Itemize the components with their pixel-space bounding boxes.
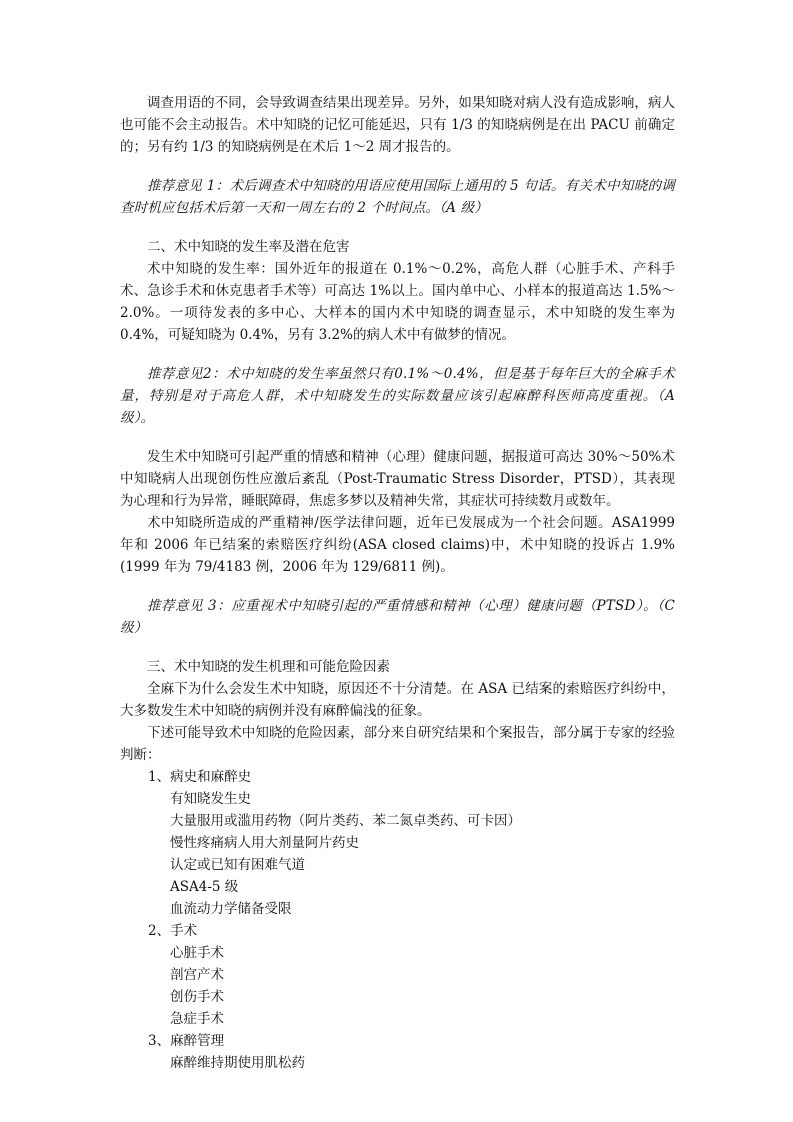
list-item: 慢性疼痛病人用大剂量阿片药史 [170,835,359,851]
list-item: 心脏手术 [170,945,224,961]
risk-group-surgery-title: 2、手术 [148,923,198,939]
recommendation-2: 推荐意见2：术中知晓的发生率虽然只有0.1%～0.4%，但是基于每年巨大的全麻手术量，特别是对于高危人群，术中知晓发生的实际数量应该引起麻醉科医师高度重视。（A 级）。 [120,366,675,426]
paragraph-survey-wording: 调查用语的不同，会导致调查结果出现差异。另外，如果知晓对病人没有造成影响，病人也可能不会主动报告。术中知晓的记忆可能延迟，只有 1/3 的知晓病例是在出 PACU 前确定的；另有约 1/3 的知晓病例是在术后 1～2 周才报告的。 [120,95,675,155]
list-item: ASA4-5 级 [170,879,239,895]
list-item: 认定或已知有困难气道 [170,857,305,873]
list-item: 麻醉维持期使用肌松药 [170,1055,305,1071]
list-item: 大量服用或滥用药物（阿片类药、苯二氮卓类药、可卡因） [170,813,521,829]
paragraph-risk-intro: 下述可能导致术中知晓的危险因素，部分来自研究结果和个案报告，部分属于专家的经验判断： [120,725,675,763]
paragraph-incidence: 术中知晓的发生率：国外近年的报道在 0.1%～0.2%，高危人群（心脏手术、产科手术、急诊手术和休克患者手术等）可高达 1%以上。国内单中心、小样本的报道高达 1.5%～2.0%。一项待发表的多中心、大样本的国内术中知晓的调查显示，术中知晓的发生率为 0.4%，可疑知晓为 0.4%，另有 3.2%的病人术中有做梦的情况。 [120,261,675,343]
list-item: 有知晓发生史 [170,791,251,807]
paragraph-mechanism: 全麻下为什么会发生术中知晓，原因还不十分清楚。在 ASA 已结案的索赔医疗纠纷中，大多数发生术中知晓的病例并没有麻醉偏浅的征象。 [120,681,675,719]
paragraph-legal: 术中知晓所造成的严重精神/医学法律问题，近年已发展成为一个社会问题。ASA1999 年和 2006 年已结案的索赔医疗纠纷(ASA closed claims)中，术中知晓的投诉占 1.9%(1999 年为 79/4183 例，2006 年为 129/6811 例)。 [120,515,675,575]
section-3-title: 三、术中知晓的发生机理和可能危险因素 [147,659,390,675]
paragraph-ptsd: 发生术中知晓可引起严重的情感和精神（心理）健康问题，据报道可高达 30%～50%术中知晓病人出现创伤性应激后紊乱（Post-Traumatic Stress Disorder，PTSD），其表现为心理和行为异常，睡眠障碍，焦虑多梦以及精神失常，其症状可持续数月或数年。 [120,449,675,509]
risk-group-history-title: 1、病史和麻醉史 [148,769,252,785]
list-item: 急症手术 [170,1011,224,1027]
risk-group-anesthesia-title: 3、麻醉管理 [148,1033,225,1049]
section-2-title: 二、术中知晓的发生率及潜在危害 [147,239,350,255]
recommendation-1: 推荐意见 1：术后调查术中知晓的用语应使用国际上通用的 5 句话。有关术中知晓的调查时机应包括术后第一天和一周左右的 2 个时间点。（A 级） [120,178,675,216]
recommendation-3: 推荐意见 3：应重视术中知晓引起的严重情感和精神（心理）健康问题（PTSD）。（C 级） [120,598,675,636]
list-item: 剖宫产术 [170,967,224,983]
list-item: 创伤手术 [170,989,224,1005]
list-item: 血流动力学储备受限 [170,901,292,917]
document-page [120,92,675,1074]
